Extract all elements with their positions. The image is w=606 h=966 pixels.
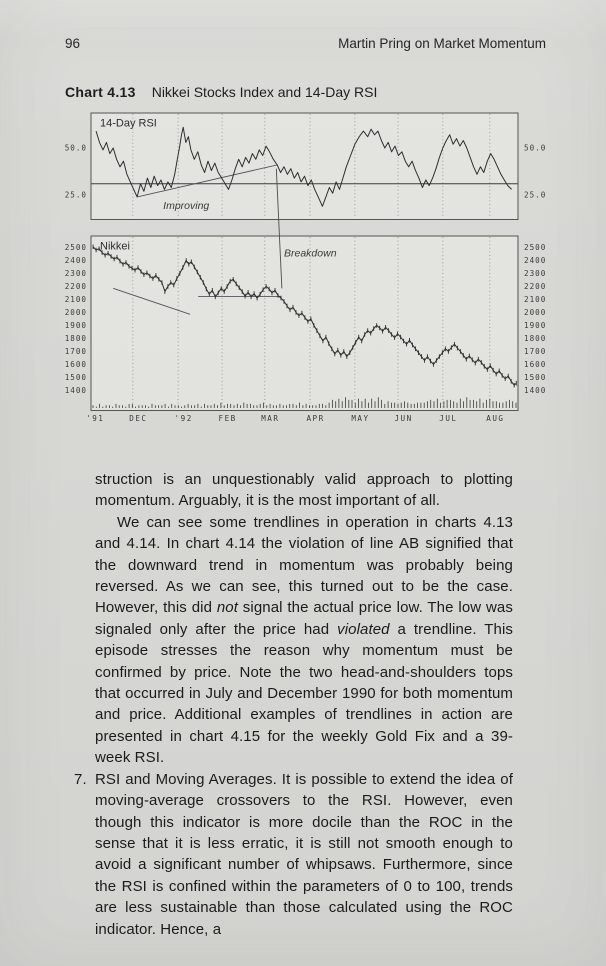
x-axis-label: '91 — [86, 414, 105, 423]
rsi-panel-title: 14-Day RSI — [100, 117, 157, 130]
rsi-ytick-left: 50.0 — [64, 143, 87, 153]
figure-label: Chart 4.13 — [65, 84, 136, 100]
x-axis-label: MAR — [261, 414, 280, 423]
price-ytick-left: 1400 — [64, 386, 87, 395]
paragraph-trendlines — [95, 512, 513, 769]
x-axis-label: JUL — [439, 414, 458, 423]
price-panel-title: Nikkei — [100, 240, 130, 253]
rsi-ytick-right: 25.0 — [524, 190, 547, 200]
price-ytick-right: 1400 — [524, 386, 547, 395]
x-axis-label: JUN — [394, 414, 413, 423]
price-ytick-right: 2300 — [524, 269, 547, 278]
emphasized-text: not — [216, 599, 238, 617]
price-ytick-left: 1600 — [64, 360, 87, 369]
x-axis-label: '92 — [174, 414, 193, 423]
page-number: 96 — [65, 36, 81, 51]
price-ytick-left: 2300 — [64, 269, 87, 278]
chart-svg — [50, 105, 560, 440]
figure-caption-row — [65, 84, 377, 100]
list-item-7 — [74, 769, 513, 940]
x-axis-label: FEB — [218, 414, 237, 423]
x-axis-label: MAY — [351, 414, 370, 423]
text-segment: a trendline. This episode stresses the reason why momentum must be confirmed by price. Note the two head-and-shoulders tops that occurred in July and December 1990 for both momentum and price. Additional examples of trendlines in action are presented in chart 4.15 for the weekly Gold Fix and a 39-week RSI. — [95, 620, 513, 767]
price-ytick-right: 2000 — [524, 308, 547, 317]
price-ytick-right: 2100 — [524, 295, 547, 304]
x-axis-label: AUG — [486, 414, 505, 423]
price-ytick-left: 2000 — [64, 308, 87, 317]
price-ytick-left: 1900 — [64, 321, 87, 330]
emphasized-text: violated — [337, 620, 390, 638]
price-ytick-left: 1500 — [64, 373, 87, 382]
figure-caption: Nikkei Stocks Index and 14-Day RSI — [151, 84, 378, 100]
body-text — [74, 469, 513, 940]
price-ytick-right: 2400 — [524, 256, 547, 265]
x-axis-label: APR — [306, 414, 325, 423]
page-header — [65, 36, 546, 51]
chart-figure — [50, 105, 560, 440]
rsi-ytick-right: 50.0 — [524, 143, 547, 153]
price-ytick-right: 1800 — [524, 334, 547, 343]
price-ytick-left: 2100 — [64, 295, 87, 304]
rsi-ytick-left: 25.0 — [64, 190, 87, 200]
price-ytick-left: 1800 — [64, 334, 87, 343]
running-header: Martin Pring on Market Momentum — [338, 36, 546, 51]
price-ytick-right: 1600 — [524, 360, 547, 369]
price-panel-background — [91, 236, 518, 411]
text-segment: We can see some trendlines in operation in charts 4.13 and 4.14. In chart 4.14 the violation of line AB signified that the downward trend in momentum was probably being reversed. As we can see, this turned out to be the case. However, this did — [95, 513, 513, 617]
price-ytick-right: 1700 — [524, 347, 547, 356]
text-segment: signal the actual price low. The low was signaled only after the price had — [95, 599, 513, 638]
improving-annotation: Improving — [163, 200, 210, 213]
price-ytick-left: 2500 — [64, 243, 87, 252]
paragraph-continuation: struction is an unquestionably valid approach to plotting momentum. Arguably, it is the most important of all. — [95, 471, 513, 510]
price-ytick-left: 2200 — [64, 282, 87, 291]
price-ytick-right: 2200 — [524, 282, 547, 291]
price-ytick-left: 2400 — [64, 256, 87, 265]
price-ytick-left: 1700 — [64, 347, 87, 356]
price-ytick-right: 1900 — [524, 321, 547, 330]
list-item-text: RSI and Moving Averages. It is possible to extend the idea of moving-average crossovers to the RSI. However, even though this indicator is more docile than the ROC in the sense that it is less erratic, it is still not smooth enough to avoid a significant number of whipsaws. Furthermore, since the RSI is confined within the parameters of 0 to 100, trends are less sustainable than those calculated using the ROC indicator. Hence, a — [95, 770, 513, 938]
price-ytick-right: 1500 — [524, 373, 547, 382]
x-axis-label: DEC — [129, 414, 148, 423]
price-ytick-right: 2500 — [524, 243, 547, 252]
list-item-marker: 7. — [74, 770, 87, 788]
breakdown-annotation: Breakdown — [284, 247, 337, 260]
